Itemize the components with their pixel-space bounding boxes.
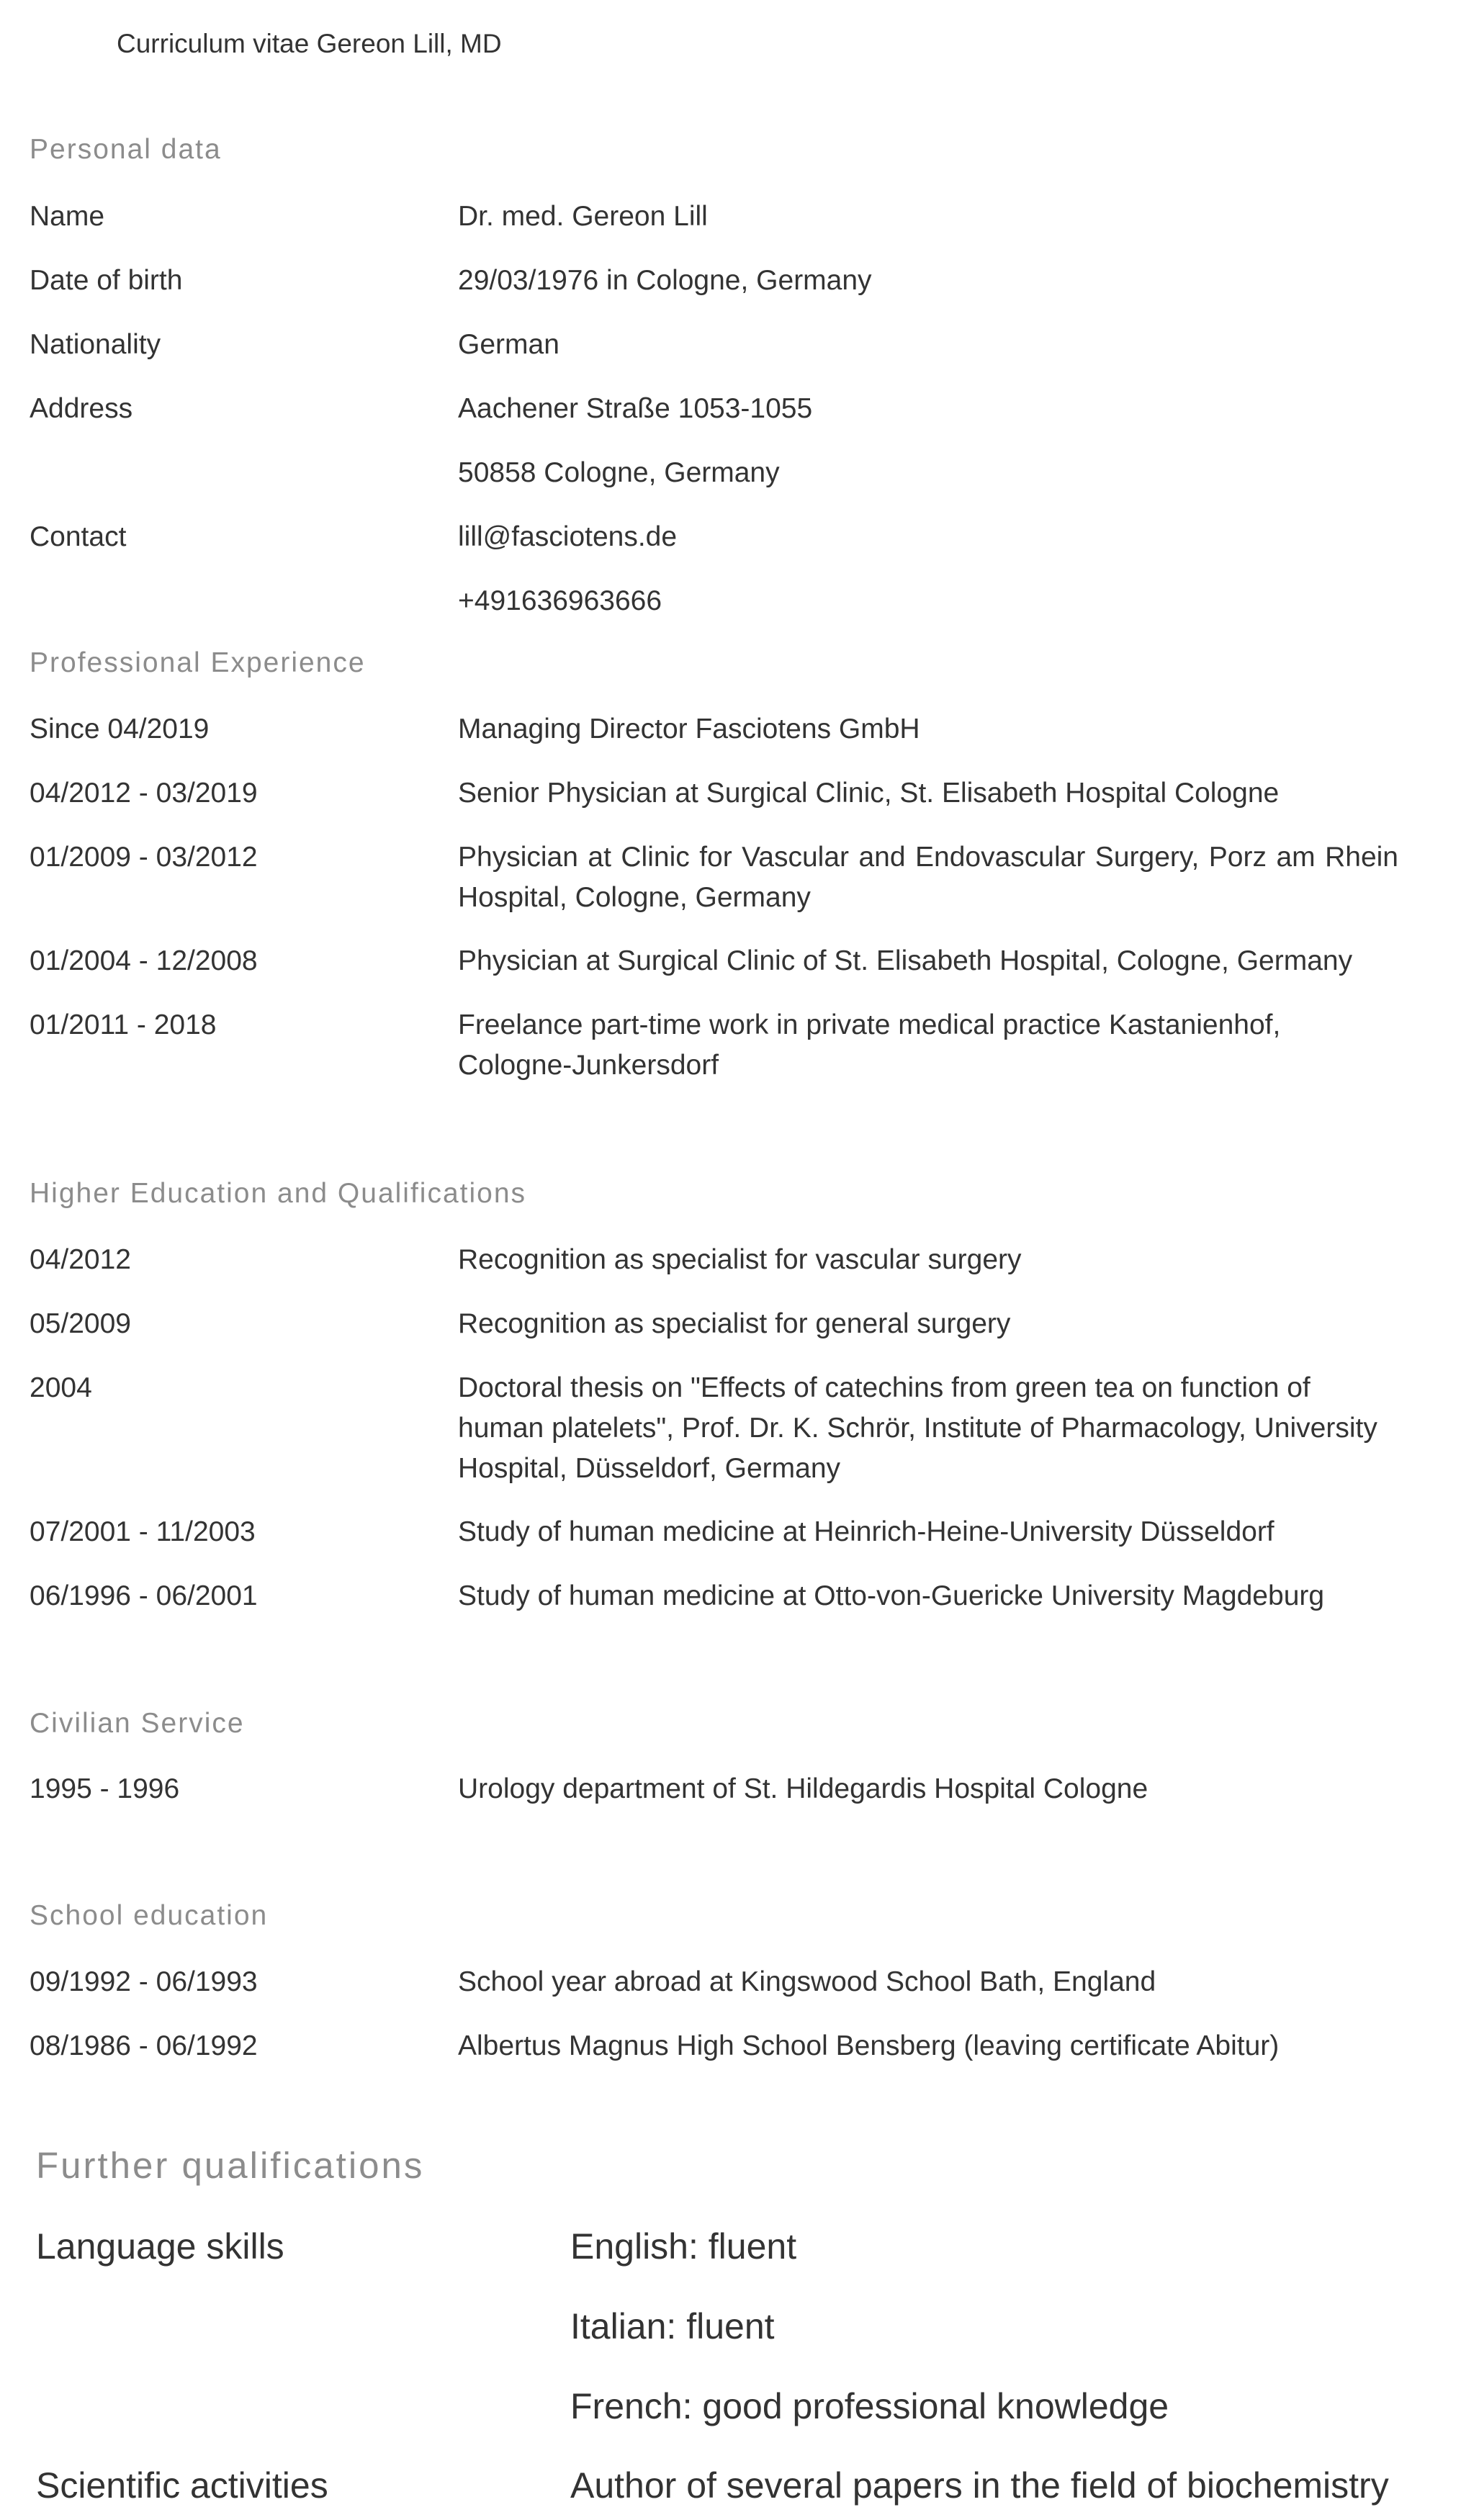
- experience-label-row: 01/2011 - 2018: [30, 1009, 217, 1040]
- education-label-row: 2004: [30, 1372, 92, 1403]
- education-value-row: Recognition as specialist for general surgery: [458, 1308, 1011, 1339]
- civilian-label-row: 1995 - 1996: [30, 1773, 180, 1804]
- education-value-row: Doctoral thesis on "Effects of catechins from green tea on function of human platelets", Prof. Dr. K. Schrör, Institute of Pharmacology, University Hospital, Düsseldorf, Germany: [458, 1372, 1377, 1484]
- personal-label-nationality: Nationality: [30, 329, 161, 360]
- personal-value-name: Dr. med. Gereon Lill: [458, 201, 708, 232]
- further-label-languages: Language skills: [36, 2226, 284, 2267]
- education-value-row: Study of human medicine at Heinrich-Heine-University Düsseldorf: [458, 1516, 1275, 1547]
- personal-value-address-city: 50858 Cologne, Germany: [458, 457, 780, 488]
- personal-value-nationality: German: [458, 329, 559, 360]
- document-title: Curriculum vitae Gereon Lill, MD: [117, 29, 502, 58]
- section-heading-further: Further qualifications: [36, 2145, 425, 2186]
- personal-label-name: Name: [30, 201, 105, 232]
- experience-label-row: 01/2004 - 12/2008: [30, 945, 258, 976]
- personal-value-birth: 29/03/1976 in Cologne, Germany: [458, 265, 872, 296]
- education-label-row: 05/2009: [30, 1308, 131, 1339]
- personal-label-birth: Date of birth: [30, 265, 183, 296]
- experience-value-row: Physician at Clinic for Vascular and Endovascular Surgery, Porz am Rhein Hospital, Cologne, Germany: [458, 842, 1398, 913]
- experience-value-row: Physician at Surgical Clinic of St. Elisabeth Hospital, Cologne, Germany: [458, 945, 1353, 976]
- personal-label-contact: Contact: [30, 521, 127, 552]
- experience-label-row: 01/2009 - 03/2012: [30, 842, 258, 873]
- education-value-row: Study of human medicine at Otto-von-Guericke University Magdeburg: [458, 1580, 1325, 1611]
- further-value-french: French: good professional knowledge: [570, 2386, 1169, 2426]
- personal-label-address: Address: [30, 393, 133, 424]
- further-value-scientific: Author of several papers in the field of biochemistry: [570, 2465, 1389, 2506]
- experience-label-row: Since 04/2019: [30, 714, 210, 744]
- education-label-row: 06/1996 - 06/2001: [30, 1580, 258, 1611]
- education-value-row: Recognition as specialist for vascular surgery: [458, 1244, 1022, 1275]
- experience-value-row: Senior Physician at Surgical Clinic, St. Elisabeth Hospital Cologne: [458, 778, 1280, 809]
- section-heading-civilian: Civilian Service: [30, 1708, 245, 1739]
- civilian-value-row: Urology department of St. Hildegardis Hospital Cologne: [458, 1773, 1148, 1804]
- section-heading-school: School education: [30, 1900, 269, 1931]
- education-label-row: 07/2001 - 11/2003: [30, 1516, 256, 1547]
- personal-value-address-street: Aachener Straße 1053-1055: [458, 393, 813, 424]
- personal-value-phone[interactable]: +491636963666: [458, 585, 662, 616]
- experience-value-row: Managing Director Fasciotens GmbH: [458, 714, 920, 744]
- further-value-english: English: fluent: [570, 2226, 797, 2267]
- experience-value-row: Freelance part-time work in private medical practice Kastanienhof, Cologne-Junkersdorf: [458, 1009, 1281, 1081]
- section-heading-personal: Personal data: [30, 134, 222, 165]
- experience-label-row: 04/2012 - 03/2019: [30, 778, 258, 809]
- section-heading-experience: Professional Experience: [30, 647, 366, 678]
- further-value-italian: Italian: fluent: [570, 2306, 775, 2346]
- section-heading-education: Higher Education and Qualifications: [30, 1178, 527, 1209]
- further-label-scientific: Scientific activities: [36, 2465, 328, 2506]
- school-value-row: School year abroad at Kingswood School Bath, England: [458, 1966, 1156, 1997]
- personal-value-email[interactable]: lill@fasciotens.de: [458, 521, 678, 552]
- school-label-row: 08/1986 - 06/1992: [30, 2030, 258, 2061]
- school-label-row: 09/1992 - 06/1993: [30, 1966, 258, 1997]
- school-value-row: Albertus Magnus High School Bensberg (leaving certificate Abitur): [458, 2030, 1280, 2061]
- education-label-row: 04/2012: [30, 1244, 131, 1275]
